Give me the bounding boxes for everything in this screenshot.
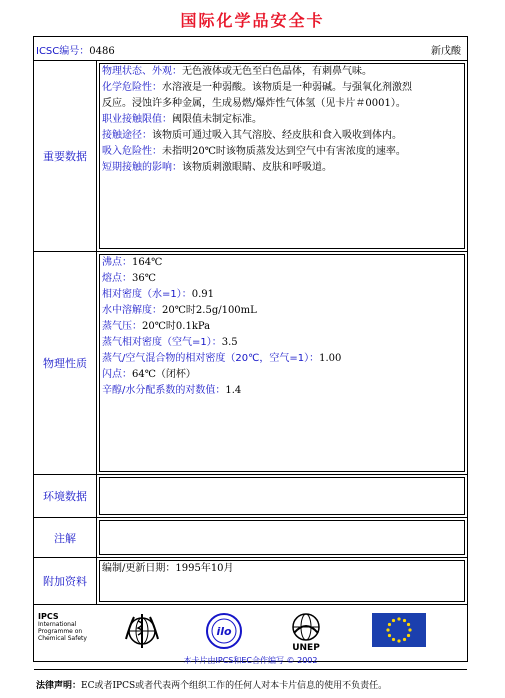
svg-text:UNEP: UNEP xyxy=(292,643,320,651)
unep-logo-icon xyxy=(286,611,326,651)
eu-star-icon xyxy=(408,628,411,631)
property-key: 短期接触的影响： xyxy=(102,162,182,173)
additional-label: 附加资料 xyxy=(34,558,97,604)
property-key: 蒸气压： xyxy=(102,321,142,332)
physical-properties-row xyxy=(34,252,467,475)
property-key: 水中溶解度： xyxy=(102,305,162,316)
important-data-row xyxy=(34,61,467,252)
property-line xyxy=(102,383,462,399)
svg-text:ilo: ilo xyxy=(216,625,232,638)
legal-row xyxy=(34,670,467,698)
eu-star-icon xyxy=(397,639,400,642)
property-line xyxy=(102,271,462,287)
property-key: 蒸气相对密度（空气=1）： xyxy=(102,337,222,348)
property-key: 蒸气/空气混合物的相对密度（20℃，空气=1）： xyxy=(102,353,320,364)
property-line xyxy=(102,160,462,176)
property-value: 1.4 xyxy=(225,385,242,396)
property-key: 闪点： xyxy=(102,369,132,380)
notes-label: 注解 xyxy=(34,518,97,557)
chemical-name: 新戊酸 xyxy=(431,46,461,57)
property-value: 反应。浸蚀许多种金属，生成易燃/爆炸性气体氢（见卡片＃0001）。 xyxy=(102,98,406,109)
icsc-label: ICSC编号： xyxy=(36,46,90,57)
property-key: 接触途径： xyxy=(102,130,152,141)
eu-star-icon xyxy=(397,617,400,620)
important-data-label: 重要数据 xyxy=(34,61,97,251)
physical-properties-label: 物理性质 xyxy=(34,252,97,474)
update-date: 编制/更新日期：1995年10月 xyxy=(102,563,234,574)
property-key: 沸点： xyxy=(102,257,132,268)
card-title: 国际化学品安全卡 xyxy=(180,11,325,30)
property-line xyxy=(102,80,462,96)
environment-label: 环境数据 xyxy=(34,475,97,517)
eu-star-icon xyxy=(386,628,389,631)
property-value: 36℃ xyxy=(132,273,156,284)
logo-row xyxy=(34,605,467,670)
property-line xyxy=(102,335,462,351)
property-key: 职业接触限值： xyxy=(102,114,172,125)
property-key: 相对密度（水=1）： xyxy=(102,289,192,300)
notes-row xyxy=(34,518,467,558)
property-line xyxy=(102,96,462,112)
eu-star-icon xyxy=(392,638,395,641)
eu-flag-icon xyxy=(372,613,426,647)
property-line xyxy=(102,367,462,383)
environment-content xyxy=(99,477,465,515)
legal-key: 法律声明： xyxy=(36,681,82,691)
physical-properties-content xyxy=(100,255,464,399)
ilo-logo-icon xyxy=(204,611,244,651)
property-value: 阈限值未制定标准。 xyxy=(172,114,262,125)
important-data-content xyxy=(100,64,464,176)
eu-star-icon xyxy=(403,619,406,622)
property-value: 3.5 xyxy=(221,337,238,348)
property-line xyxy=(102,144,462,160)
card-frame xyxy=(33,36,468,691)
additional-row xyxy=(34,558,467,605)
property-value: 20℃时0.1kPa xyxy=(142,321,211,332)
eu-star-icon xyxy=(392,619,395,622)
property-line xyxy=(102,64,462,80)
property-value: 水溶液是一种弱酸。该物质是一种弱碱。与强氧化剂激烈 xyxy=(162,82,412,93)
property-key: 辛醇/水分配系数的对数值： xyxy=(102,385,226,396)
notes-content xyxy=(99,520,465,555)
eu-star-icon xyxy=(388,623,391,626)
property-line xyxy=(102,319,462,335)
eu-star-icon xyxy=(403,638,406,641)
coedit-notice: 本卡片由IPCS和EC合作编写 © 2002 xyxy=(183,656,318,665)
property-key: 化学危险性： xyxy=(102,82,162,93)
property-line xyxy=(102,351,462,367)
property-value: 未指明20℃时该物质蒸发达到空气中有害浓度的速率。 xyxy=(162,146,406,157)
property-value: 1.00 xyxy=(319,353,342,364)
property-line xyxy=(102,287,462,303)
property-line xyxy=(102,255,462,271)
eu-star-icon xyxy=(407,634,410,637)
property-value: 64℃（闭杯） xyxy=(132,369,196,380)
who-logo-icon xyxy=(122,611,162,651)
icsc-number xyxy=(36,42,115,57)
eu-star-icon xyxy=(388,634,391,637)
property-value: 164℃ xyxy=(132,257,163,268)
environment-row xyxy=(34,475,467,518)
property-value: 该物质刺激眼睛、皮肤和呼吸道。 xyxy=(182,162,332,173)
property-key: 物理状态、外观： xyxy=(102,66,182,77)
property-value: 无色液体或无色至白色晶体，有刺鼻气味。 xyxy=(182,66,372,77)
property-value: 该物质可通过吸入其气溶胶、经皮肤和食入吸收到体内。 xyxy=(152,130,402,141)
property-line xyxy=(102,112,462,128)
property-key: 吸入危险性： xyxy=(102,146,162,157)
id-row xyxy=(34,37,467,61)
property-value: 20℃时2.5g/100mL xyxy=(162,305,257,316)
legal-disclaimer xyxy=(36,678,387,691)
legal-text: EC或者IPCS或者代表两个组织工作的任何人对本卡片信息的使用不负责任。 xyxy=(81,681,388,691)
ipcs-logo-text: IPCS International Programme on Chemical Safety xyxy=(38,612,87,642)
eu-star-icon xyxy=(407,623,410,626)
property-key: 熔点： xyxy=(102,273,132,284)
property-line xyxy=(102,128,462,144)
icsc-value: 0486 xyxy=(89,46,115,57)
property-line xyxy=(102,303,462,319)
property-value: 0.91 xyxy=(191,289,215,300)
